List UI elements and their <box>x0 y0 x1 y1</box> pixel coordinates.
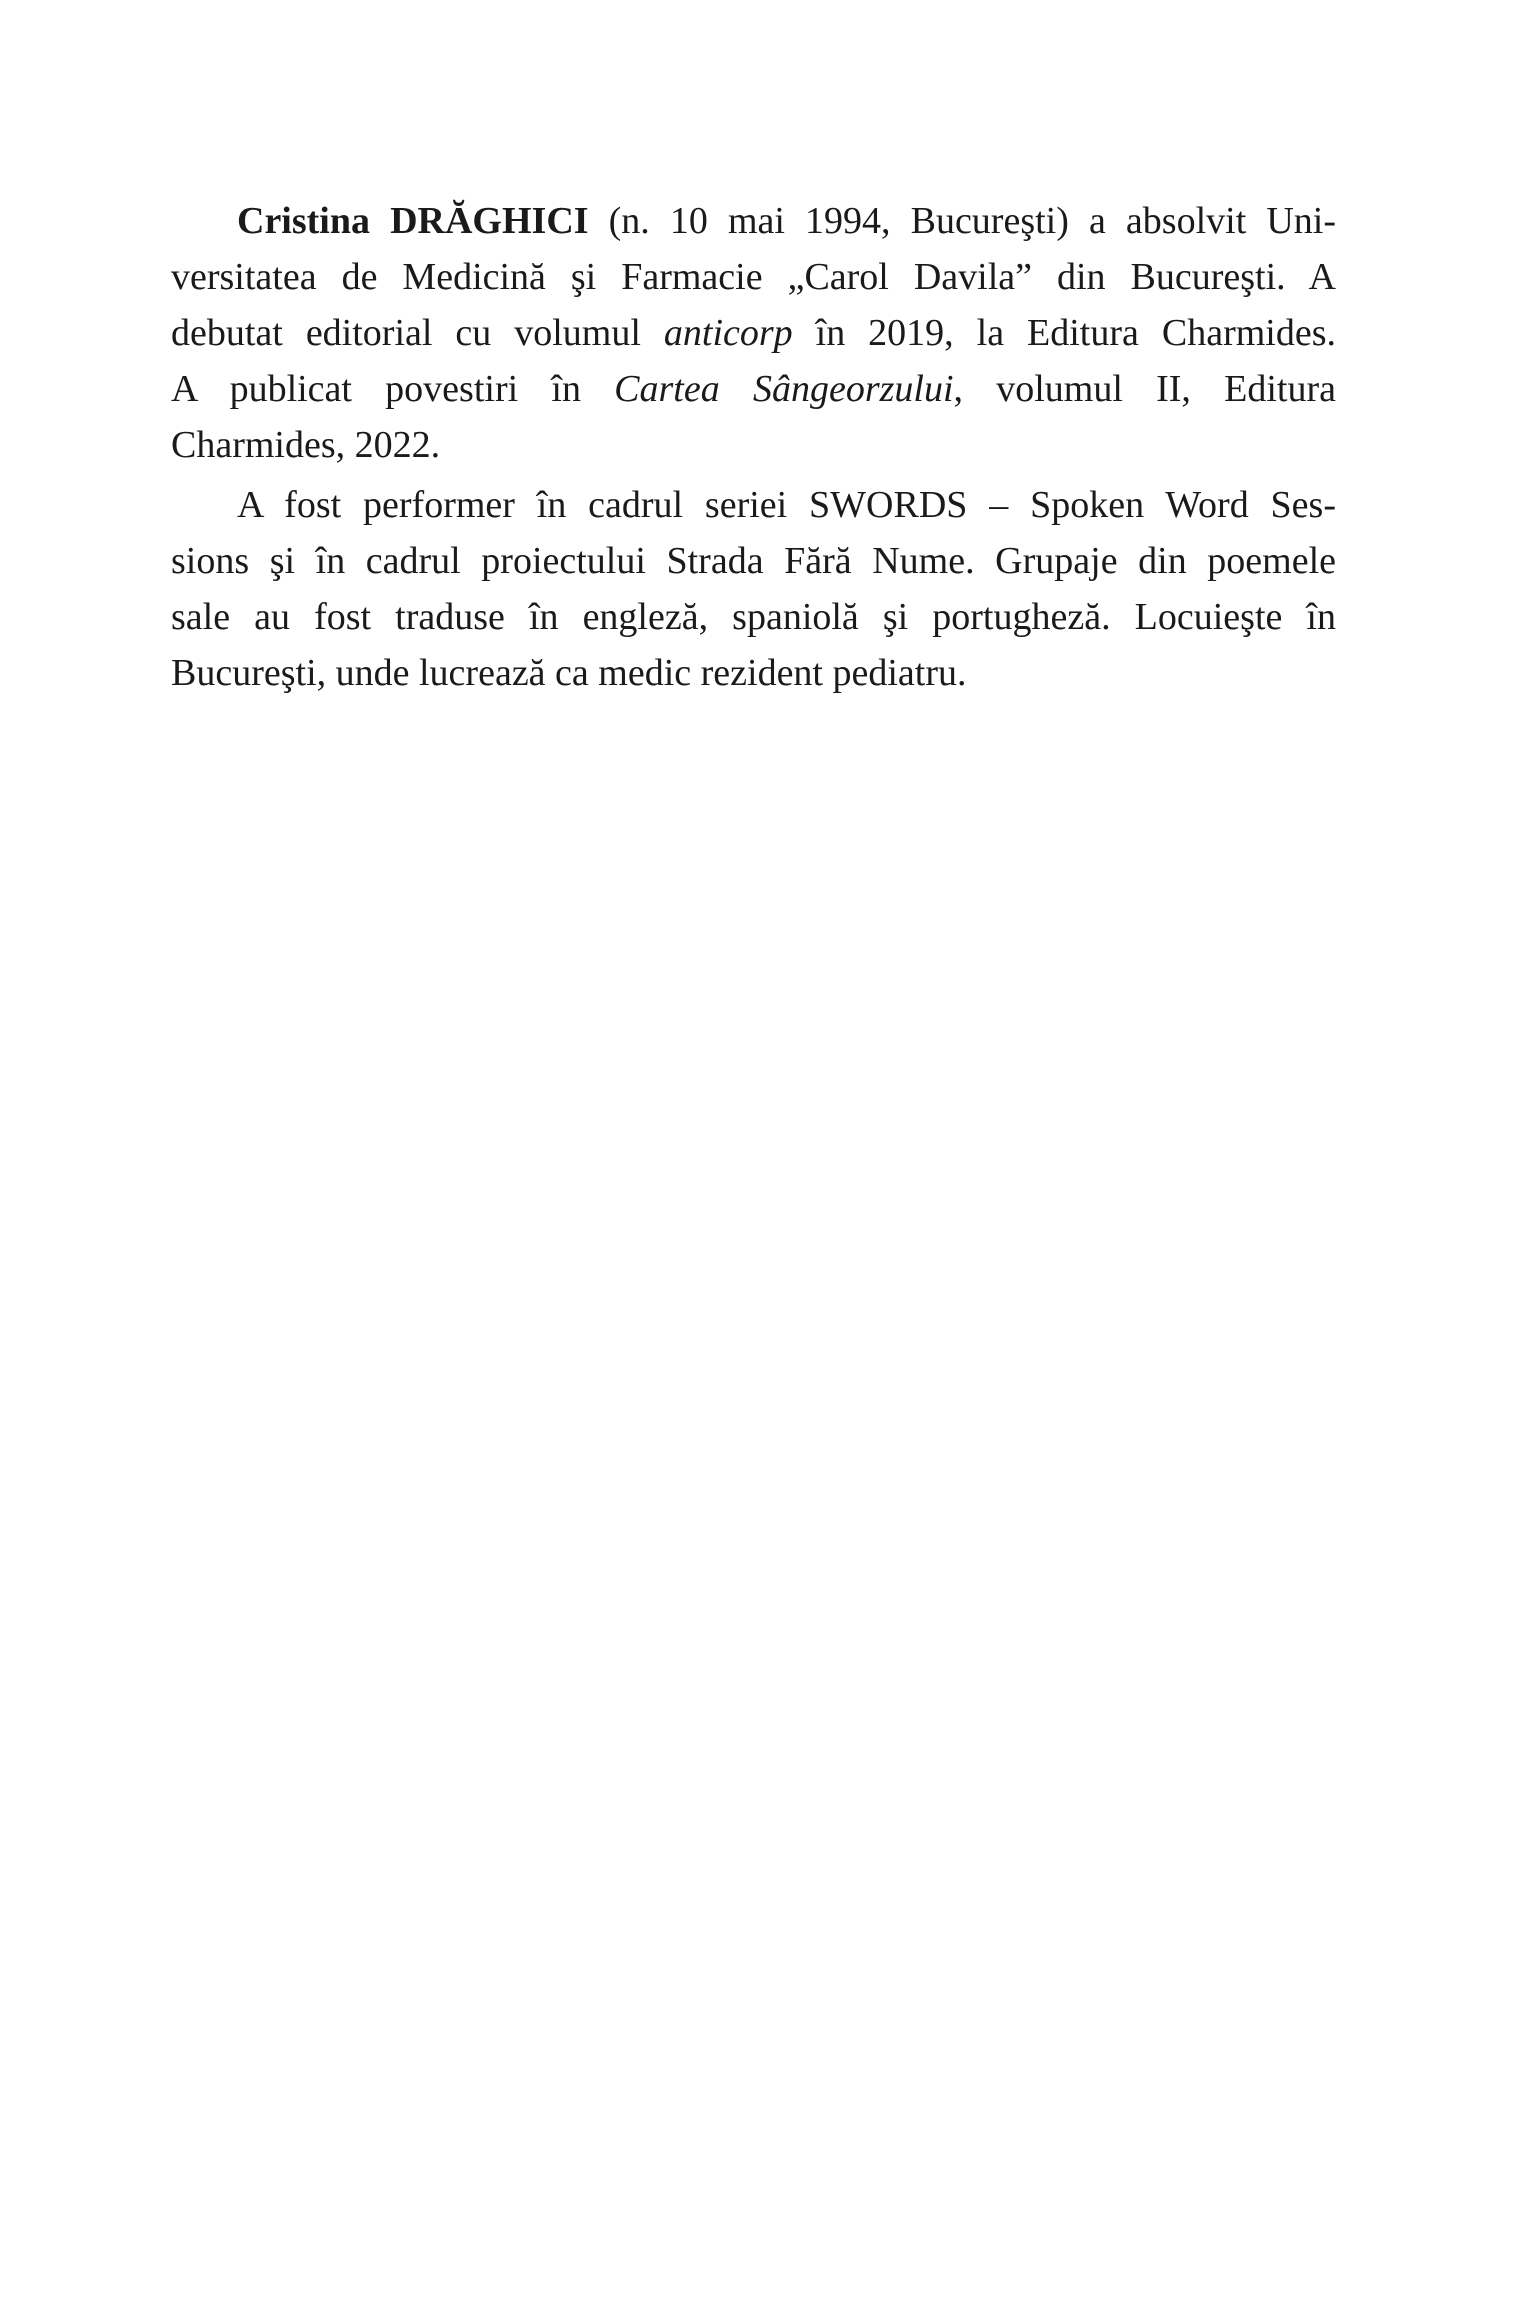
line-text: (n. 10 mai 1994, Bucureşti) a absolvit Uni- <box>588 200 1336 242</box>
text-line: A fost performer în cadrul seriei SWORDS – Spoken Word Ses- <box>237 484 1336 526</box>
book-title: anticorp <box>663 312 793 354</box>
book-title: Cartea Sângeorzului <box>614 368 954 410</box>
line-text: , volumul II, Editura <box>953 368 1336 410</box>
text-line: sions şi în cadrul proiectului Strada Fără Nume. Grupaje din poemele <box>171 540 1336 582</box>
bio-paragraph <box>171 477 1336 701</box>
line-text: A publicat povestiri în <box>171 368 615 410</box>
text-line <box>171 193 1336 249</box>
text-line <box>171 305 1336 361</box>
bio-paragraph <box>171 193 1336 473</box>
author-bio <box>171 193 1336 701</box>
text-line <box>171 361 1336 417</box>
text-line: sale au fost traduse în engleză, spaniolă şi portugheză. Locuieşte în <box>171 596 1336 638</box>
text-line: Charmides, 2022. <box>171 424 441 466</box>
author-name: Cristina DRĂGHICI <box>237 200 589 242</box>
line-text: în 2019, la Editura Charmides. <box>792 312 1336 354</box>
line-text: debutat editorial cu volumul <box>171 312 664 354</box>
text-line: Bucureşti, unde lucrează ca medic rezident pediatru. <box>171 652 967 694</box>
text-line: versitatea de Medicină şi Farmacie „Carol Davila” din Bucureşti. A <box>171 256 1336 298</box>
